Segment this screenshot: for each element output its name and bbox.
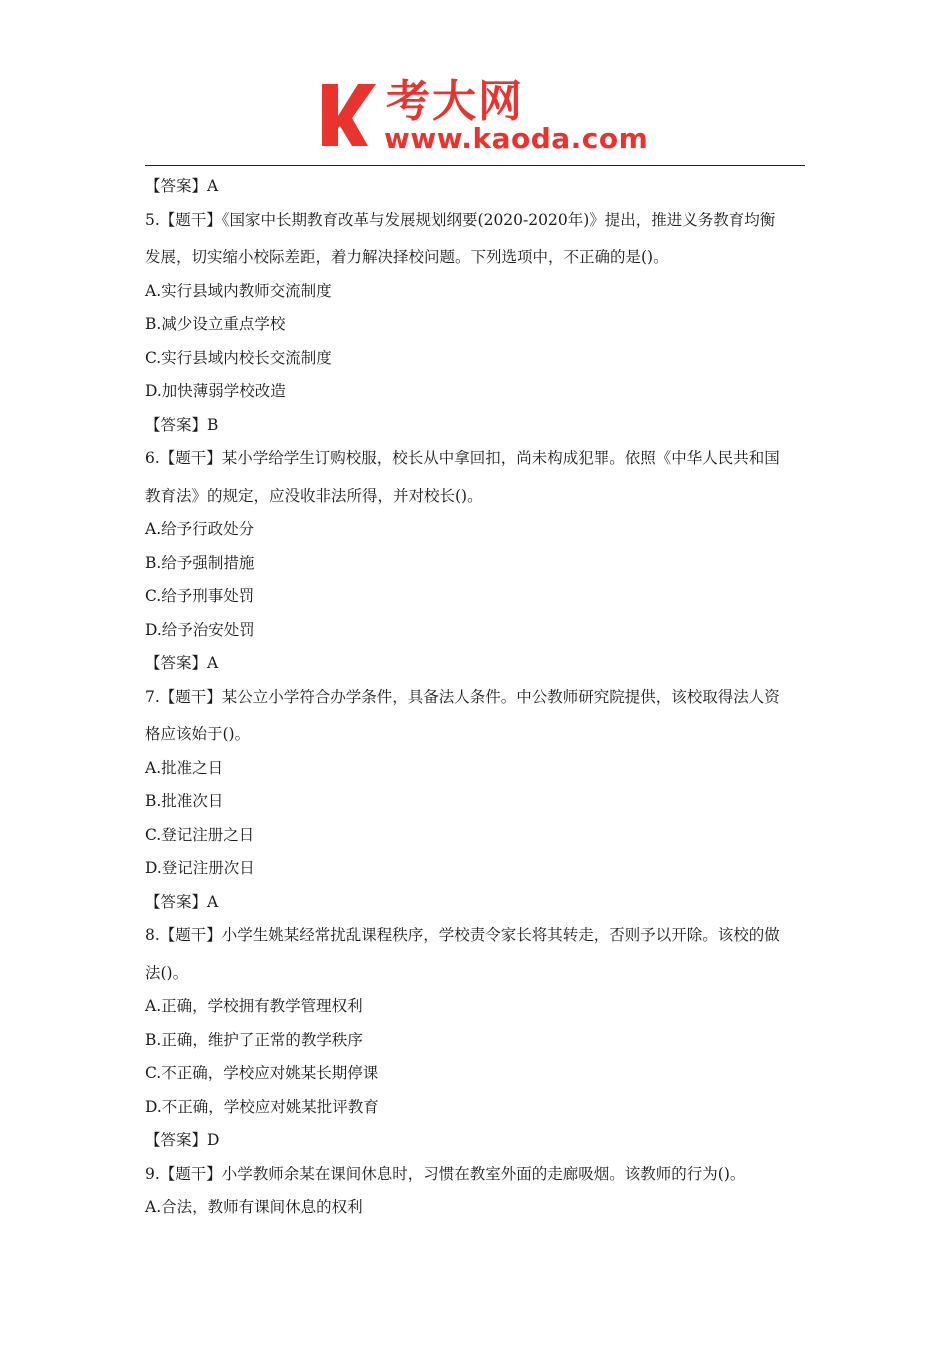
exam-content (145, 172, 810, 1227)
logo-url-text: www.kaoda.com (384, 122, 649, 155)
option-line: B.批准次日 (145, 792, 224, 810)
option-line: A.批准之日 (145, 758, 224, 777)
question-stem-continuation: 法()。 (145, 963, 189, 982)
answer-line: 【答案】A (145, 654, 219, 672)
answer-line: 【答案】D (145, 1131, 220, 1149)
answer-line: 【答案】B (145, 415, 219, 434)
option-line: D.不正确，学校应对姚某批评教育 (145, 1097, 379, 1116)
answer-line: 【答案】A (145, 892, 219, 911)
option-line: A.给予行政处分 (145, 520, 255, 538)
option-line: B.给予强制措施 (145, 553, 255, 572)
option-line: D.登记注册次日 (145, 859, 255, 877)
option-line: B.减少设立重点学校 (145, 315, 286, 333)
question-stem-line: 8.【题干】小学生姚某经常扰乱课程秩序，学校责令家长将其转走，否则予以开除。该校的做 (145, 926, 780, 944)
option-line: C.不正确，学校应对姚某长期停课 (145, 1064, 379, 1082)
option-line: 9.【题干】小学教师余某在课间休息时，习惯在教室外面的走廊吸烟。该教师的行为()。 (145, 1164, 746, 1183)
option-line: A.实行县域内教师交流制度 (145, 281, 332, 300)
option-line: C.实行县域内校长交流制度 (145, 348, 332, 367)
answer-line: 【答案】A (145, 177, 219, 195)
option-line: C.登记注册之日 (145, 825, 255, 844)
header-divider (145, 165, 805, 166)
option-line: A.合法，教师有课间休息的权利 (145, 1198, 363, 1216)
option-line: B.正确，维护了正常的教学秩序 (145, 1030, 363, 1049)
question-stem-continuation: 教育法》的规定，应没收非法所得，并对校长()。 (145, 486, 483, 505)
logo-chinese-text: 考大网 (386, 76, 524, 127)
question-stem-line: 6.【题干】某小学给学生订购校服，校长从中拿回扣，尚未构成犯罪。依照《中华人民共和国 (145, 449, 780, 467)
question-stem-continuation: 发展，切实缩小校际差距，着力解决择校问题。下列选项中，不正确的是()。 (145, 248, 669, 266)
option-line: D.加快薄弱学校改造 (145, 382, 286, 400)
question-stem-line: 7.【题干】某公立小学符合办学条件，具备法人条件。中公教师研究院提供，该校取得法人资 (145, 687, 780, 706)
option-line: C.给予刑事处罚 (145, 587, 255, 605)
option-line: A.正确，学校拥有教学管理权利 (145, 997, 363, 1015)
k-logo-icon (318, 80, 388, 150)
kaoda-logo (318, 76, 649, 160)
question-stem-line: 5.【题干】《国家中长期教育改革与发展规划纲要(2020-2020年)》提出，推进义务教育均衡 (145, 210, 776, 229)
question-stem-continuation: 格应该始于()。 (145, 725, 251, 743)
option-line: D.给予治安处罚 (145, 620, 255, 639)
